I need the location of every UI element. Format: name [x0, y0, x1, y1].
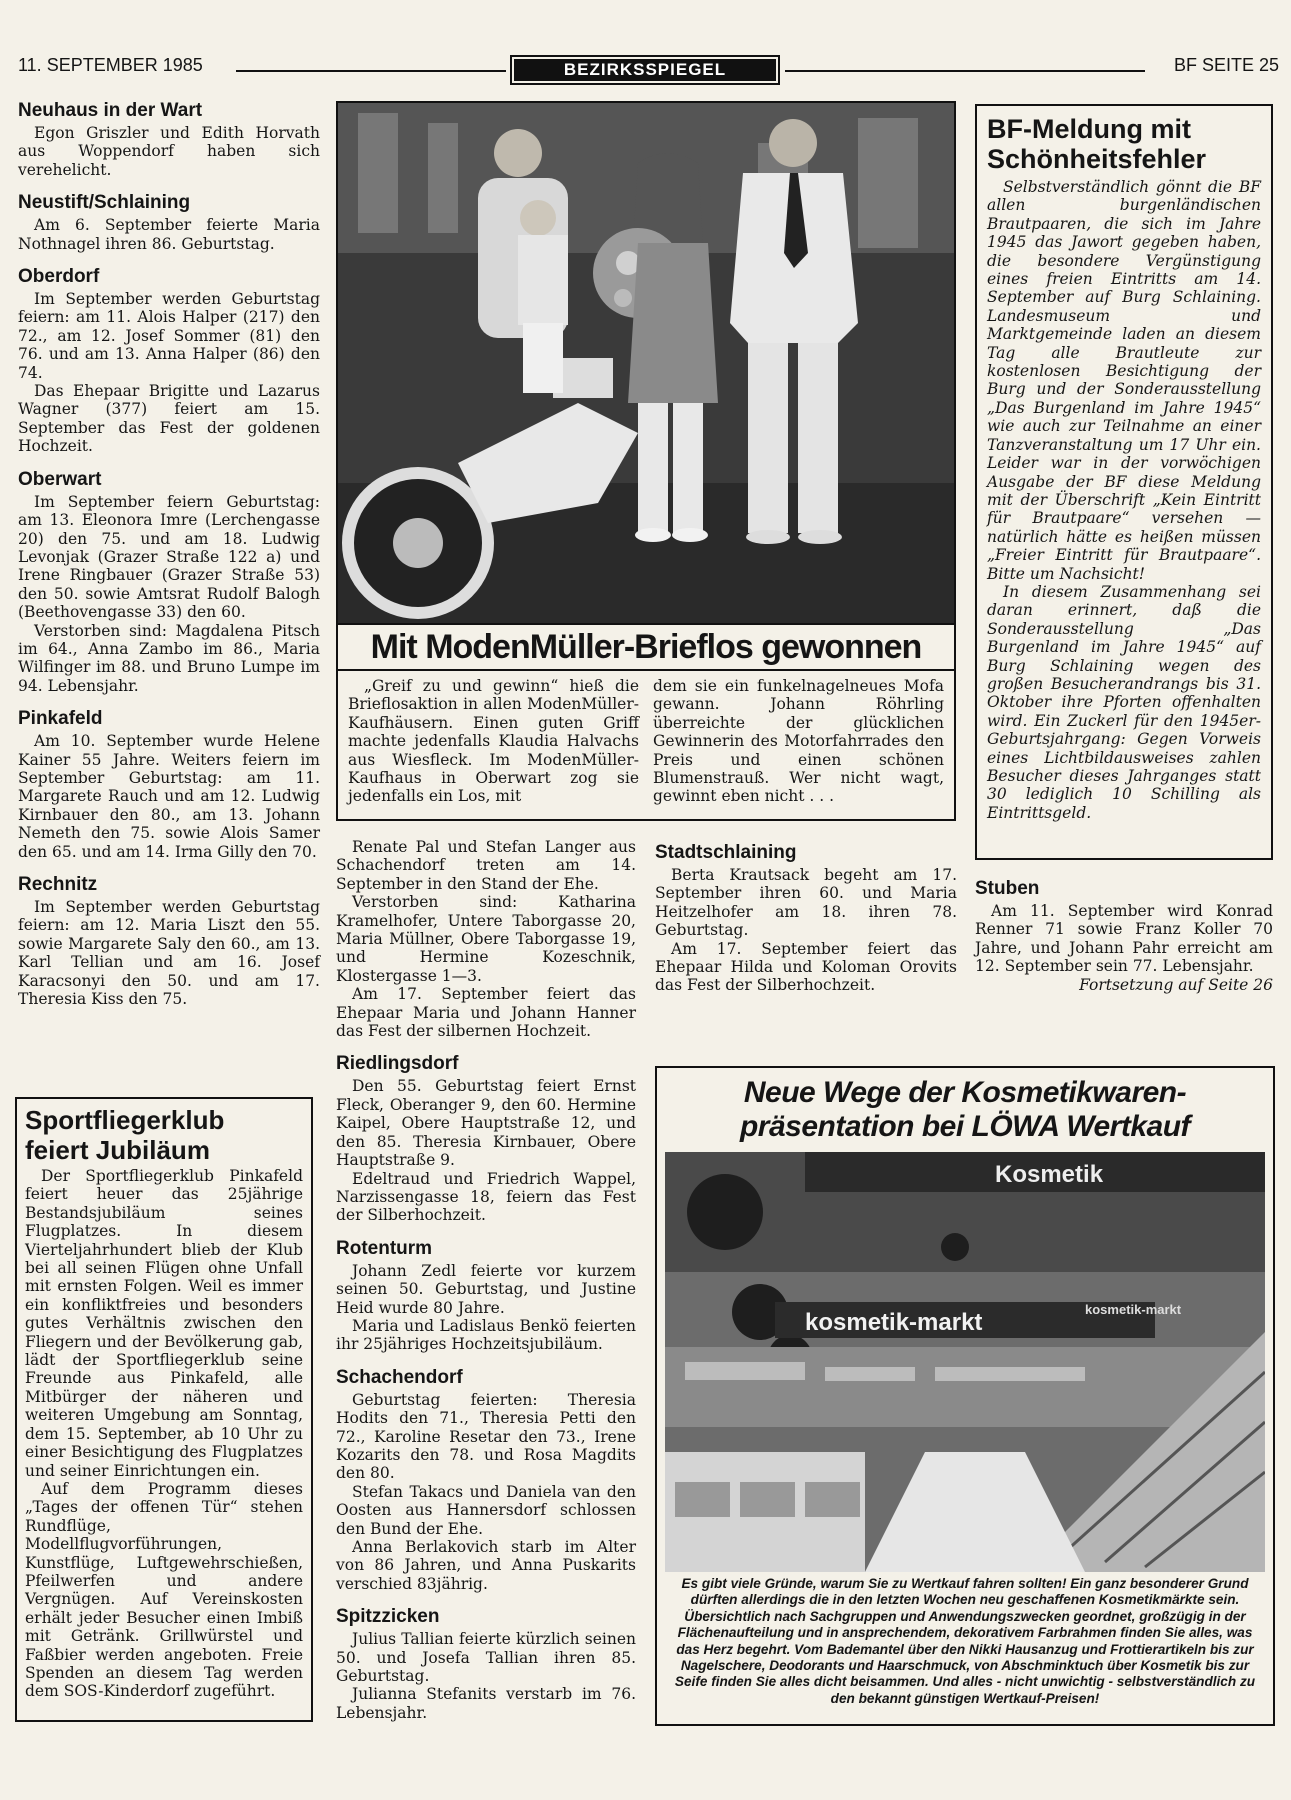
cosmetics-store-photo — [665, 1152, 1265, 1572]
article-text-column-b: dem sie ein funkelnagelneues Mofa gewann. Johann Röhrling überreichte der glücklichen Gewinnerin des Motorfahrrades den Preis und einen schönen Blumenstrauß. Wer nicht wagt, gewinnt eben nicht . . . — [653, 677, 944, 806]
issue-date: 11. SEPTEMBER 1985 — [18, 55, 203, 75]
article-text: Der Sportfliegerklub Pinkafeld feiert heuer das 25jährige Bestandsjubiläum seines Flugplatzes. In diesem Vierteljahrhundert blieb der Klub bei all seinen Flügen ohne Unfall mit ernsten Folgen. Weil es immer ein konfliktfreies und besonders gutes Verhältnis zwischen den Fliegern und der Bevölkerung gab, lädt der Sportfliegerklub seine Freunde aus Pinkafeld, alle Mitbürger der näheren und weiteren Umgebung am Sonntag, dem 15. September, ab 10 Uhr zu einer Besichtigung des Flugplatzes und seiner Einrichtungen ein. — [25, 1167, 303, 1480]
article-headline: Mit ModenMüller-Brieflos gewonnen — [338, 623, 954, 671]
article-text: In diesem Zusammenhang sei daran erinnert, daß die Sonderausstellung „Das Burgenland im Jahre 1945“ auf Burg Schlaining wegen des großen Besucherandrangs bis 31. Oktober ihre Pforten offenhalten wird. Ein Zuckerl für den 1945er-Geburtsjahrgang: Gegen Vorweis eines Lichtbildausweises zahlen Besucher dieses Jahrganges statt 30 lediglich 10 Schilling als Eintrittsgeld. — [987, 582, 1261, 822]
item-heading: Pinkafeld — [18, 708, 103, 730]
news-item-riedlingsdorf — [336, 1053, 636, 1224]
item-heading: Oberdorf — [18, 266, 100, 288]
news-item-oberwart — [18, 469, 320, 695]
ad-caption: Es gibt viele Gründe, warum Sie zu Wertkauf fahren sollten! Ein ganz besonderer Grund dürften allerdings die in den letzten Wochen neu geschaffenen Kosmetikmärkte sein. Übersichtlich nach Sachgruppen und Anwendungszwecken geordnet, großzügig in der Flächenaufteilung und in ansprechendem, dekorativem Farbrahmen finden Sie alles, was das Herz begehrt. Vom Bademantel über den Nikki Hausanzug und Frottierartikeln bis zur Nagelschere, Deodorants und Haarschmuck, von Abschminktuch über Kosmetik bis zur Seife finden Sie alles dicht beisammen. Und alles - nicht unwichtig - selbstverständlich zu den bekannt günstigen Wertkauf-Preisen! — [674, 1576, 1256, 1706]
article-text: Auf dem Programm dieses „Tages der offenen Tür“ stehen Rundflüge, Modellflugvorführungen, Kunstflüge, Luftgewehrschießen, Pfeilwerfen und andere Vergnügen. Auf Vereinskosten erhält jeder Besucher einen Imbiß mit Getränk. Grillwürstel und Faßbier werden angeboten. Freie Spenden an diesem Tag werden dem SOS-Kinderdorf zugeführt. — [25, 1479, 303, 1701]
section-title: BEZIRKSSPIEGEL — [514, 59, 776, 81]
continuation-note: Fortsetzung auf Seite 26 — [1079, 975, 1273, 994]
item-text: Den 55. Geburtstag feiert Ernst Fleck, Oberanger 9, den 60. Hermine Kaipel, Obere Hauptstraße 12, und den 85. Theresia Kirnbauer, Obere Hauptstraße 9. — [336, 1077, 636, 1170]
header-rule-left — [236, 70, 506, 72]
news-item-schachendorf — [336, 1367, 636, 1593]
article-text: Selbstverständlich gönnt die BF allen burgenländischen Brautpaaren, die sich im Jahre 1945 das Jawort gegeben haben, die besondere Vergünstigung eines freien Eintritts am 14. September auf Burg Schlaining. Landesmuseum und Marktgemeinde laden an diesem Tag alle Brautleute zur kostenlosen Besichtigung der Burg und der Sonderausstellung „Das Burgenland im Jahre 1945“ wie auch zur Teilnahme an einer Tanzveranstaltung um 17 Uhr ein. Leider war in der vorwöchigen Ausgabe der BF diese Meldung mit der Überschrift „Kein Eintritt für Brautpaare“ versehen — natürlich hätte es heißen müssen „Freier Eintritt für Brautpaare“. Bitte um Nachsicht! — [987, 178, 1261, 583]
item-text: Im September werden Geburtstag feiern: am 12. Maria Liszt den 55. sowie Margarete Saly den 60., am 13. Karl Tellian und am 16. Josef Karacsonyi den 50. und am 17. Theresia Kiss den 75. — [18, 898, 320, 1009]
section-banner — [510, 55, 780, 85]
news-item-oberdorf — [18, 266, 320, 456]
sportflieger-article — [15, 1097, 313, 1722]
item-text: Am 10. September wurde Helene Kainer 55 Jahre. Weiters feiern im September Geburtstag: am 11. Margarete Rauch und am 12. Ludwig Kirnbauer den 80., am 13. Johann Nemeth den 75. sowie Alois Samer den 65. und am 14. Irma Gilly den 70. — [18, 732, 320, 861]
news-item-neustift — [18, 192, 320, 253]
item-text: Das Ehepaar Brigitte und Lazarus Wagner (377) feiert am 15. September das Fest der goldenen Hochzeit. — [18, 382, 320, 456]
article-text-column-a: „Greif zu und gewinn“ hieß die Brieflosaktion in allen ModenMüller-Kaufhäusern. Einen guten Griff machte jedenfalls Klaudia Halvachs aus Wiesfleck. Im ModenMüller-Kaufhaus in Oberwart zog sie jedenfalls ein Los, mit — [348, 677, 639, 806]
item-text: Verstorben sind: Katharina Kramelhofer, Untere Taborgasse 20, Maria Müllner, Obere Taborgasse 19, und Hermine Kozeschnik, Klostergasse 1—3. — [336, 893, 636, 985]
item-text: Egon Griszler und Edith Horvath aus Woppendorf haben sich verehelicht. — [18, 124, 320, 179]
headline-line-1: BF-Meldung mit — [987, 114, 1191, 144]
item-text: Julianna Stefanits verstarb im 76. Lebensjahr. — [336, 1685, 636, 1722]
item-text: Am 17. September feiert das Ehepaar Maria und Johann Hanner das Fest der silbernen Hochzeit. — [336, 985, 636, 1041]
item-heading: Stadtschlaining — [655, 842, 797, 863]
news-item-pinkafeld — [18, 708, 320, 861]
item-text: Stefan Takacs und Daniela van den Oosten aus Hannersdorf schlossen den Bund der Ehe. — [336, 1482, 636, 1538]
news-item-rechnitz — [18, 874, 320, 1008]
headline-line-1: Neue Wege der Kosmetikwaren- — [743, 1076, 1187, 1109]
item-text: Geburtstag feierten: Theresia Hodits den 71., Theresia Petti den 72., Karoline Resetar den 73., Irene Kozarits den 78. und Rosa Magdits den 80. — [336, 1390, 636, 1483]
store-sign-top: Kosmetik — [995, 1161, 1104, 1188]
item-text: Johann Zedl feierte vor kurzem seinen 50. Geburtstag, und Justine Heid wurde 80 Jahre. — [336, 1261, 636, 1317]
headline-line-2: feiert Jubiläum — [25, 1135, 210, 1165]
column-1 — [18, 100, 320, 1008]
item-heading: Rechnitz — [18, 874, 98, 895]
store-sign-main: kosmetik-markt — [805, 1309, 983, 1336]
news-item-neuhaus — [18, 100, 320, 179]
item-text: Renate Pal und Stefan Langer aus Schachendorf treten am 14. September in den Stand der Ehe. — [336, 838, 636, 893]
article-headline — [25, 1105, 303, 1165]
headline-line-2: präsentation bei LÖWA Wertkauf — [739, 1110, 1191, 1143]
item-heading: Spitzzicken — [336, 1606, 440, 1628]
modenmueller-article — [336, 101, 956, 821]
header-rule-right — [785, 70, 1145, 72]
wertkauf-advertisement — [655, 1066, 1275, 1726]
article-headline — [987, 114, 1261, 174]
item-text: Am 11. September wird Konrad Renner 71 sowie Franz Koller 70 Jahre, und Johann Pahr erreicht am 12. September sein 77. Lebensjahr. — [975, 902, 1273, 976]
news-item-spitzzicken — [336, 1606, 636, 1722]
item-text: Am 6. September feierte Maria Nothnagel ihren 86. Geburtstag. — [18, 216, 320, 253]
store-sign-side: kosmetik-markt — [1085, 1302, 1182, 1317]
bf-meldung-article — [975, 104, 1273, 860]
ad-headline — [665, 1076, 1265, 1144]
item-text: Berta Krautsack begeht am 17. September ihren 60. und Maria Heitzelhofer am 18. ihren 78. Geburtstag. — [655, 866, 957, 940]
item-heading: Riedlingsdorf — [336, 1053, 459, 1075]
news-item-stadtschlaining — [655, 842, 957, 995]
page-number: BF SEITE 25 — [1173, 55, 1279, 75]
headline-line-1: Sportfliegerklub — [25, 1105, 225, 1135]
item-text: Im September werden Geburtstag feiern: am 11. Alois Halper (217) den 72., am 12. Josef Sommer (81) den 76. und am 13. Anna Halper (86) den 74. — [18, 290, 320, 382]
item-text: Im September feiern Geburtstag: am 13. Eleonora Imre (Lerchengasse 20) den 75. und am 18. Ludwig Levonjak (Grazer Straße 122 a) und Irene Ringbauer (Grazer Straße 53) den 50. sowie Amtsrat Rudolf Balogh (Beethovengasse 33) den 60. — [18, 492, 320, 622]
item-heading: Oberwart — [18, 468, 102, 490]
item-heading: Rotenturm — [336, 1237, 433, 1259]
item-text: Julius Tallian feierte kürzlich seinen 50. und Josefa Tallian ihren 85. Geburtstag. — [336, 1630, 636, 1686]
item-text: Maria und Ladislaus Benkö feierten ihr 25jähriges Hochzeitsjubiläum. — [336, 1316, 636, 1354]
winner-photo — [338, 103, 954, 623]
item-heading: Neustift/Schlaining — [18, 192, 191, 214]
item-text: Anna Berlakovich starb im Alter von 86 Jahren, und Anna Puskarits verschied 83jährig. — [336, 1538, 636, 1593]
item-text: Edeltraud und Friedrich Wappel, Narzissengasse 18, feiern das Fest der Silberhochzeit. — [336, 1169, 636, 1225]
news-item-rotenturm — [336, 1238, 636, 1354]
item-heading: Neuhaus in der Wart — [18, 100, 203, 121]
item-heading: Stuben — [975, 878, 1040, 899]
item-text: Am 17. September feiert das Ehepaar Hilda und Koloman Orovits das Fest der Silberhochzeit. — [655, 939, 957, 995]
column-2 — [336, 838, 636, 1722]
news-item-stuben — [975, 878, 1273, 994]
item-heading: Schachendorf — [336, 1366, 463, 1388]
headline-line-2: Schönheitsfehler — [987, 144, 1207, 174]
item-text: Verstorben sind: Magdalena Pitsch im 64., Anna Zambo im 86., Maria Wilfinger im 88. und Bruno Lumpe im 94. Lebensjahr. — [18, 621, 320, 695]
